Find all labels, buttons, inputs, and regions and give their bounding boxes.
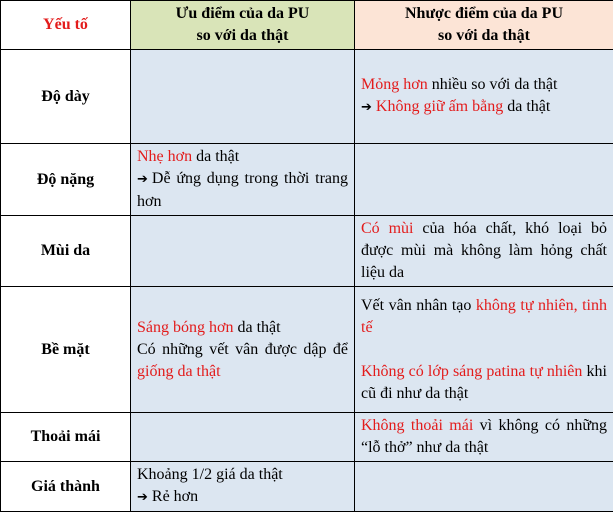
header-advantages-line1: Ưu điểm của da PU bbox=[137, 3, 348, 25]
cell-line bbox=[137, 168, 348, 213]
header-advantages bbox=[131, 1, 355, 50]
advantage-cell bbox=[131, 413, 355, 462]
cell-line bbox=[361, 74, 607, 96]
cell-line bbox=[361, 361, 607, 405]
body-text: Khoảng 1/2 giá da thật bbox=[137, 466, 283, 483]
disadvantage-cell bbox=[355, 287, 613, 413]
highlight-text: Có mùi bbox=[361, 220, 414, 237]
body-text: khi cũ đi như da thật bbox=[361, 363, 607, 402]
body-text: Dễ ứng dụng trong thời trang hơn bbox=[137, 170, 348, 210]
header-disadvantages bbox=[355, 1, 613, 50]
body-text: Có những vết vân được dập để bbox=[137, 341, 348, 358]
highlight-text: không tự nhiên, tinh tế bbox=[361, 297, 607, 336]
header-disadvantages-line1: Nhược điểm của da PU bbox=[361, 3, 607, 25]
highlight-text: Mỏng hơn bbox=[361, 76, 428, 93]
disadvantage-cell bbox=[355, 462, 613, 512]
advantage-cell bbox=[131, 462, 355, 512]
table-row bbox=[1, 413, 613, 462]
cell-line bbox=[361, 415, 607, 459]
body-text: da thật bbox=[233, 319, 280, 336]
highlight-text: Nhẹ hơn bbox=[137, 148, 192, 165]
disadvantage-cell bbox=[355, 216, 613, 287]
body-text: vì không có những “lỗ thở” như da thật bbox=[361, 417, 607, 456]
highlight-text: giống da thật bbox=[137, 363, 221, 380]
disadvantage-cell bbox=[355, 50, 613, 144]
header-row bbox=[1, 1, 613, 50]
cell-line bbox=[137, 339, 348, 383]
cell-line bbox=[137, 464, 348, 486]
body-text: Vết vân nhân tạo bbox=[361, 297, 476, 314]
table-row bbox=[1, 216, 613, 287]
disadvantage-cell bbox=[355, 413, 613, 462]
row-label: Bề mặt bbox=[1, 287, 131, 413]
body-text: Rẻ hơn bbox=[152, 488, 198, 505]
table-row bbox=[1, 462, 613, 512]
row-label: Giá thành bbox=[1, 462, 131, 512]
advantage-cell bbox=[131, 50, 355, 144]
table-row bbox=[1, 287, 613, 413]
cell-line bbox=[137, 317, 348, 339]
header-advantages-line2: so với da thật bbox=[137, 25, 348, 47]
body-text: da thật bbox=[192, 148, 239, 165]
table-row bbox=[1, 50, 613, 144]
header-disadvantages-line2: so với da thật bbox=[361, 25, 607, 47]
cell-line bbox=[137, 146, 348, 168]
highlight-text: Không có lớp sáng patina tự nhiên bbox=[361, 363, 582, 380]
cell-line bbox=[361, 218, 607, 284]
cell-line bbox=[361, 96, 607, 119]
row-label: Thoải mái bbox=[1, 413, 131, 462]
cell-line bbox=[137, 486, 348, 509]
advantage-cell bbox=[131, 144, 355, 216]
row-label: Độ nặng bbox=[1, 144, 131, 216]
disadvantage-cell bbox=[355, 144, 613, 216]
highlight-text: Không thoải mái bbox=[361, 417, 473, 434]
cell-line bbox=[361, 339, 607, 361]
cell-line bbox=[361, 295, 607, 339]
arrow-icon: ➔ bbox=[137, 490, 148, 505]
body-text: của hóa chất, khó loại bỏ được mùi mà không làm hỏng chất liệu da bbox=[361, 220, 607, 281]
body-text: nhiều so với da thật bbox=[428, 76, 558, 93]
arrow-icon: ➔ bbox=[361, 100, 372, 115]
body-text: da thật bbox=[503, 98, 550, 115]
table-row bbox=[1, 144, 613, 216]
arrow-icon: ➔ bbox=[137, 172, 148, 187]
advantage-cell bbox=[131, 216, 355, 287]
highlight-text: Sáng bóng hơn bbox=[137, 319, 233, 336]
row-label: Độ dày bbox=[1, 50, 131, 144]
row-label: Mùi da bbox=[1, 216, 131, 287]
advantage-cell bbox=[131, 287, 355, 413]
highlight-text: Không giữ ấm bằng bbox=[376, 98, 503, 115]
header-factor: Yếu tố bbox=[1, 1, 131, 50]
